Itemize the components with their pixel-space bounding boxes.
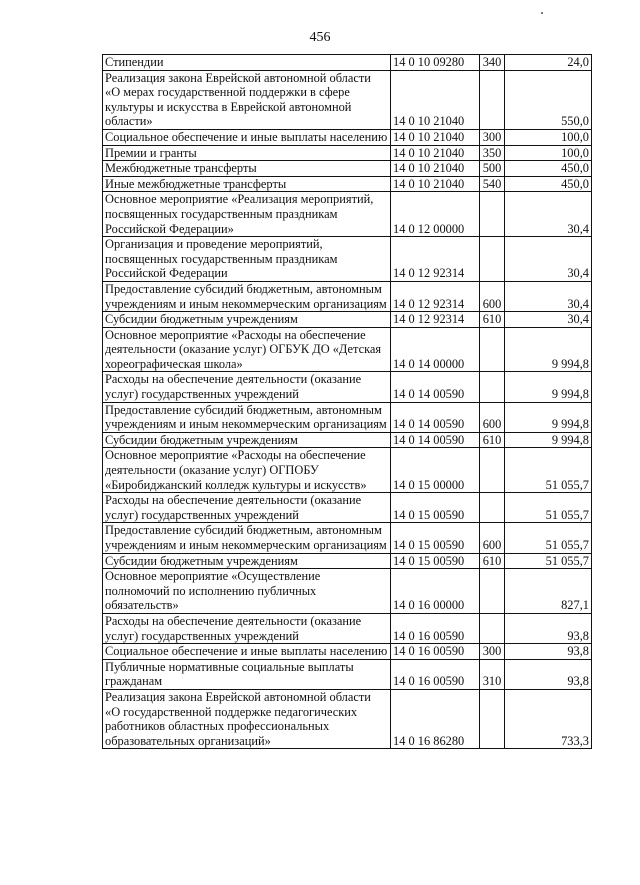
row-name-cell: Организация и проведение мероприятий, посвященных государственным праздникам Российской Федерации	[103, 237, 391, 282]
row-code-cell: 14 0 14 00000	[391, 327, 480, 372]
row-amount-cell: 51 055,7	[505, 523, 592, 553]
table-row	[103, 569, 592, 614]
row-name-cell: Социальное обеспечение и иные выплаты населению	[103, 129, 391, 145]
row-amount-cell: 450,0	[505, 161, 592, 177]
scan-speck	[541, 12, 543, 14]
page-number: 456	[309, 30, 331, 45]
table-row	[103, 161, 592, 177]
row-amount-cell: 9 994,8	[505, 327, 592, 372]
row-code-cell: 14 0 15 00000	[391, 448, 480, 493]
row-name-cell: Межбюджетные трансферты	[103, 161, 391, 177]
row-expense-type-cell: 500	[480, 161, 505, 177]
row-amount-cell: 51 055,7	[505, 493, 592, 523]
row-expense-type-cell: 300	[480, 129, 505, 145]
table-row	[103, 402, 592, 432]
table-row	[103, 176, 592, 192]
row-name-cell: Основное мероприятие «Реализация мероприятий, посвященных государственным праздникам Российской Федерации»	[103, 192, 391, 237]
row-code-cell: 14 0 16 00000	[391, 569, 480, 614]
row-name-cell: Расходы на обеспечение деятельности (оказание услуг) государственных учреждений	[103, 493, 391, 523]
row-amount-cell: 9 994,8	[505, 432, 592, 448]
table-row	[103, 613, 592, 643]
row-code-cell: 14 0 14 00590	[391, 372, 480, 402]
row-name-cell: Субсидии бюджетным учреждениям	[103, 312, 391, 328]
row-amount-cell: 550,0	[505, 70, 592, 129]
row-expense-type-cell	[480, 237, 505, 282]
table-row	[103, 659, 592, 689]
row-expense-type-cell: 600	[480, 281, 505, 311]
row-code-cell: 14 0 16 00590	[391, 644, 480, 660]
row-expense-type-cell: 600	[480, 402, 505, 432]
row-expense-type-cell	[480, 689, 505, 748]
row-amount-cell: 100,0	[505, 129, 592, 145]
table-row	[103, 493, 592, 523]
row-code-cell: 14 0 16 00590	[391, 613, 480, 643]
row-code-cell: 14 0 12 92314	[391, 312, 480, 328]
row-code-cell: 14 0 12 92314	[391, 281, 480, 311]
row-name-cell: Расходы на обеспечение деятельности (оказание услуг) государственных учреждений	[103, 613, 391, 643]
budget-table-body	[103, 55, 592, 749]
row-amount-cell: 51 055,7	[505, 553, 592, 569]
row-expense-type-cell: 340	[480, 55, 505, 71]
row-code-cell: 14 0 14 00590	[391, 402, 480, 432]
row-expense-type-cell	[480, 327, 505, 372]
row-code-cell: 14 0 16 86280	[391, 689, 480, 748]
row-amount-cell: 30,4	[505, 192, 592, 237]
row-code-cell: 14 0 10 21040	[391, 145, 480, 161]
row-name-cell: Расходы на обеспечение деятельности (оказание услуг) государственных учреждений	[103, 372, 391, 402]
row-expense-type-cell	[480, 70, 505, 129]
row-amount-cell: 450,0	[505, 176, 592, 192]
row-code-cell: 14 0 12 00000	[391, 192, 480, 237]
row-amount-cell: 827,1	[505, 569, 592, 614]
row-code-cell: 14 0 14 00590	[391, 432, 480, 448]
table-row	[103, 312, 592, 328]
table-row	[103, 448, 592, 493]
row-name-cell: Основное мероприятие «Осуществление полномочий по исполнению публичных обязательств»	[103, 569, 391, 614]
row-code-cell: 14 0 15 00590	[391, 553, 480, 569]
table-row	[103, 145, 592, 161]
row-name-cell: Иные межбюджетные трансферты	[103, 176, 391, 192]
row-code-cell: 14 0 10 21040	[391, 161, 480, 177]
row-amount-cell: 9 994,8	[505, 372, 592, 402]
row-expense-type-cell: 350	[480, 145, 505, 161]
row-name-cell: Реализация закона Еврейской автономной области «О государственной поддержке педагогических работников областных профессиональных образовательных организаций»	[103, 689, 391, 748]
row-amount-cell: 9 994,8	[505, 402, 592, 432]
row-name-cell: Реализация закона Еврейской автономной области «О мерах государственной поддержки в сфере культуры и искусства в Еврейской автономной области»	[103, 70, 391, 129]
row-expense-type-cell: 610	[480, 312, 505, 328]
row-name-cell: Премии и гранты	[103, 145, 391, 161]
row-expense-type-cell	[480, 372, 505, 402]
row-name-cell: Субсидии бюджетным учреждениям	[103, 432, 391, 448]
row-expense-type-cell: 600	[480, 523, 505, 553]
row-name-cell: Стипендии	[103, 55, 391, 71]
budget-table	[102, 54, 592, 749]
table-row	[103, 432, 592, 448]
row-name-cell: Предоставление субсидий бюджетным, автономным учреждениям и иным некоммерческим организациям	[103, 402, 391, 432]
row-amount-cell: 30,4	[505, 237, 592, 282]
row-code-cell: 14 0 10 09280	[391, 55, 480, 71]
table-row	[103, 281, 592, 311]
row-amount-cell: 24,0	[505, 55, 592, 71]
table-row	[103, 70, 592, 129]
row-expense-type-cell	[480, 569, 505, 614]
row-code-cell: 14 0 10 21040	[391, 176, 480, 192]
row-expense-type-cell: 540	[480, 176, 505, 192]
row-name-cell: Предоставление субсидий бюджетным, автономным учреждениям и иным некоммерческим организациям	[103, 523, 391, 553]
row-amount-cell: 93,8	[505, 659, 592, 689]
row-name-cell: Субсидии бюджетным учреждениям	[103, 553, 391, 569]
table-row	[103, 129, 592, 145]
row-code-cell: 14 0 15 00590	[391, 493, 480, 523]
table-row	[103, 192, 592, 237]
row-code-cell: 14 0 15 00590	[391, 523, 480, 553]
table-row	[103, 644, 592, 660]
row-name-cell: Основное мероприятие «Расходы на обеспечение деятельности (оказание услуг) ОГБУК ДО «Детская хореографическая школа»	[103, 327, 391, 372]
row-amount-cell: 733,3	[505, 689, 592, 748]
row-code-cell: 14 0 10 21040	[391, 129, 480, 145]
row-amount-cell: 93,8	[505, 613, 592, 643]
row-amount-cell: 30,4	[505, 281, 592, 311]
row-amount-cell: 93,8	[505, 644, 592, 660]
row-code-cell: 14 0 10 21040	[391, 70, 480, 129]
row-expense-type-cell	[480, 192, 505, 237]
row-name-cell: Основное мероприятие «Расходы на обеспечение деятельности (оказание услуг) ОГПОБУ «Биробиджанский колледж культуры и искусств»	[103, 448, 391, 493]
row-expense-type-cell: 310	[480, 659, 505, 689]
row-expense-type-cell: 610	[480, 432, 505, 448]
table-row	[103, 372, 592, 402]
table-row	[103, 237, 592, 282]
row-amount-cell: 51 055,7	[505, 448, 592, 493]
row-name-cell: Социальное обеспечение и иные выплаты населению	[103, 644, 391, 660]
table-row	[103, 689, 592, 748]
row-amount-cell: 30,4	[505, 312, 592, 328]
table-row	[103, 327, 592, 372]
row-code-cell: 14 0 12 92314	[391, 237, 480, 282]
row-name-cell: Предоставление субсидий бюджетным, автономным учреждениям и иным некоммерческим организациям	[103, 281, 391, 311]
row-name-cell: Публичные нормативные социальные выплаты гражданам	[103, 659, 391, 689]
table-row	[103, 523, 592, 553]
row-code-cell: 14 0 16 00590	[391, 659, 480, 689]
row-expense-type-cell	[480, 613, 505, 643]
row-expense-type-cell	[480, 448, 505, 493]
row-amount-cell: 100,0	[505, 145, 592, 161]
table-row	[103, 553, 592, 569]
row-expense-type-cell	[480, 493, 505, 523]
row-expense-type-cell: 300	[480, 644, 505, 660]
row-expense-type-cell: 610	[480, 553, 505, 569]
table-row	[103, 55, 592, 71]
